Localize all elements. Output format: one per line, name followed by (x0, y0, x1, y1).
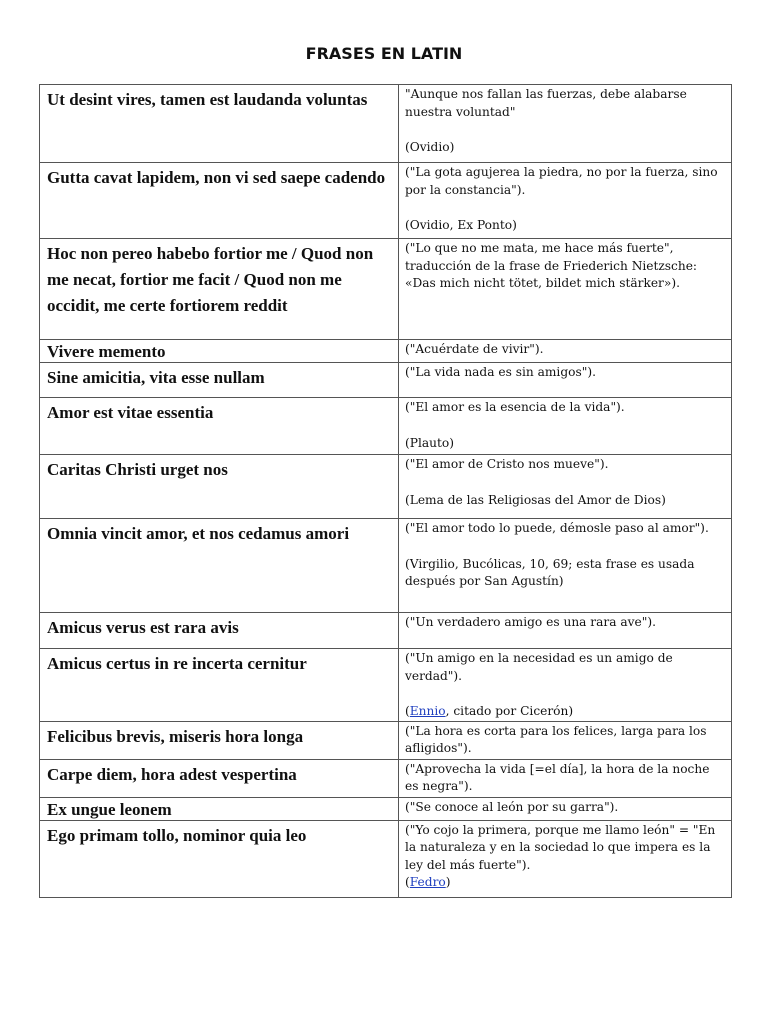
document-title: FRASES EN LATIN (305, 44, 463, 63)
translation-cell (399, 649, 732, 722)
translation-text: ("Aprovecha la vida [=el día], la hora de la noche es negra"). (405, 761, 710, 793)
translation-cell (399, 239, 732, 340)
translation-cell (399, 398, 732, 455)
latin-phrase: Hoc non pereo habebo fortior me / Quod non me necat, fortior me facit / Quod non me occidit, me certe fortiorem reddit (40, 239, 399, 340)
latin-phrase: Omnia vincit amor, et nos cedamus amori (40, 519, 399, 613)
table-row (40, 721, 732, 759)
translation-text: ("La gota agujerea la piedra, no por la fuerza, sino por la constancia"). (405, 165, 718, 197)
translation-cell (399, 820, 732, 897)
table-row (40, 163, 732, 239)
translation-text: ("El amor de Cristo nos mueve"). (405, 457, 609, 471)
latin-phrase: Caritas Christi urget nos (40, 455, 399, 519)
latin-phrase: Carpe diem, hora adest vespertina (40, 759, 399, 797)
source-prefix: ( (405, 875, 410, 889)
phrases-table (39, 84, 732, 898)
latin-phrase: Ut desint vires, tamen est laudanda voluntas (40, 85, 399, 163)
latin-phrase: Amicus verus est rara avis (40, 613, 399, 649)
source-text: (Plauto) (405, 435, 454, 450)
translation-text: ("Se conoce al león por su garra"). (405, 799, 619, 814)
translation-cell (399, 163, 732, 239)
translation-text: ("Un amigo en la necesidad es un amigo de verdad"). (405, 651, 673, 683)
table-row (40, 363, 732, 398)
translation-text: "Aunque nos fallan las fuerzas, debe alabarse nuestra voluntad" (405, 87, 687, 119)
table-row (40, 797, 732, 820)
latin-phrase: Felicibus brevis, miseris hora longa (40, 721, 399, 759)
translation-text: ("Un verdadero amigo es una rara ave"). (405, 615, 656, 629)
table-row (40, 398, 732, 455)
table-row (40, 340, 732, 363)
translation-cell (399, 340, 732, 363)
latin-phrase: Amor est vitae essentia (40, 398, 399, 455)
table-row (40, 613, 732, 649)
translation-cell (399, 613, 732, 649)
translation-text: ("Yo cojo la primera, porque me llamo león" = "En la naturaleza y en la sociedad lo que impera es la ley del más fuerte"). (405, 822, 716, 872)
translation-cell (399, 455, 732, 519)
translation-text: ("El amor es la esencia de la vida"). (405, 400, 625, 414)
source-suffix: , citado por Cicerón) (445, 704, 574, 718)
source-text (405, 703, 725, 721)
source-text: (Virgilio, Bucólicas, 10, 69; esta frase es usada después por San Agustín) (405, 556, 695, 588)
latin-phrase: Ex ungue leonem (40, 797, 399, 820)
translation-cell (399, 797, 732, 820)
source-text: (Lema de las Religiosas del Amor de Dios) (405, 492, 666, 507)
table-row (40, 239, 732, 340)
translation-cell (399, 759, 732, 797)
latin-phrase: Ego primam tollo, nominor quia leo (40, 820, 399, 897)
table-row (40, 519, 732, 613)
ennio-link[interactable]: Ennio (409, 704, 446, 718)
translation-cell (399, 519, 732, 613)
table-row (40, 455, 732, 519)
translation-cell (399, 721, 732, 759)
translation-text: ("La hora es corta para los felices, larga para los afligidos"). (405, 723, 707, 755)
source-suffix: ) (445, 875, 451, 889)
latin-phrase: Sine amicitia, vita esse nullam (40, 363, 399, 398)
translation-cell (399, 85, 732, 163)
latin-phrase: Gutta cavat lapidem, non vi sed saepe cadendo (40, 163, 399, 239)
source-text: (Ovidio, Ex Ponto) (405, 218, 517, 232)
table-row (40, 649, 732, 722)
translation-text: ("El amor todo lo puede, démosle paso al amor"). (405, 521, 709, 535)
translation-cell (399, 363, 732, 398)
latin-phrase: Vivere memento (40, 340, 399, 363)
table-row (40, 85, 732, 163)
latin-phrase: Amicus certus in re incerta cernitur (40, 649, 399, 722)
fedro-link[interactable]: Fedro (409, 875, 446, 889)
translation-text: ("La vida nada es sin amigos"). (405, 365, 596, 379)
translation-text: ("Acuérdate de vivir"). (405, 342, 544, 356)
table-row (40, 820, 732, 897)
table-row (40, 759, 732, 797)
source-text: (Ovidio) (405, 140, 455, 154)
source-prefix: ( (405, 704, 410, 718)
source-text (405, 874, 725, 892)
translation-text: ("Lo que no me mata, me hace más fuerte", traducción de la frase de Friederich Nietzsche: «Das mich nicht tötet, bildet mich stärker»). (405, 241, 698, 290)
